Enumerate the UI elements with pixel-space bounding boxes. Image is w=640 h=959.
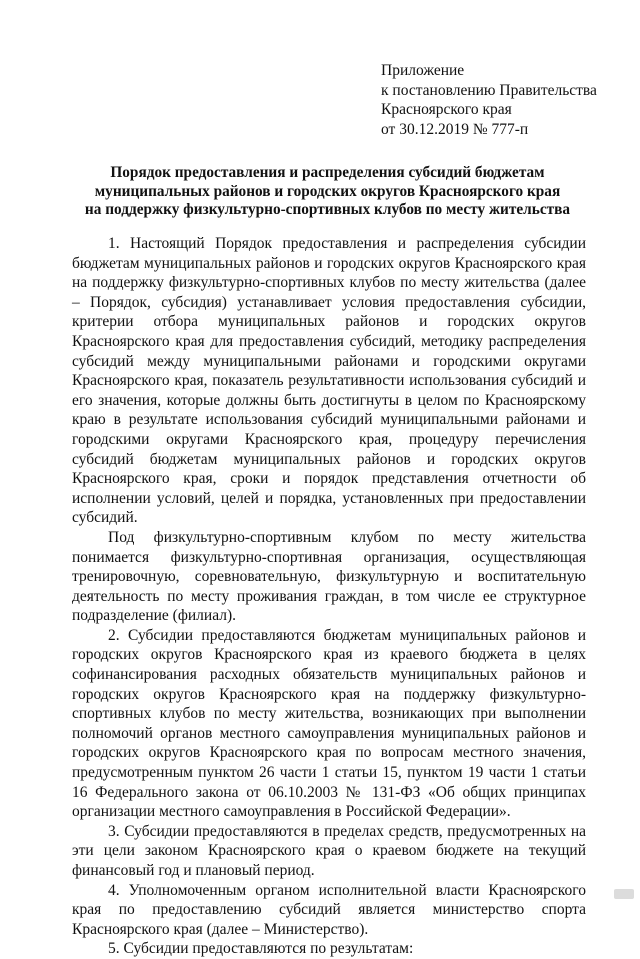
scan-artifact <box>614 889 634 899</box>
appendix-label: Приложение <box>381 62 465 79</box>
paragraph-3: 3. Субсидии предоставляются в пределах средств, предусмотренных на эти цели законом Красноярского края о краевом бюджете на текущий финансовый год и плановый период. <box>72 822 586 879</box>
appendix-region: Красноярского края <box>381 101 512 118</box>
paragraph-2: 2. Субсидии предоставляются бюджетам муниципальных районов и городских округов Красноярского края из краевого бюджета в целях софинансирования расходных обязательств муниципальных районов и городских округов Красноярского края на поддержку физкультурно-спортивных клубов по месту жительства, возникающих при выполнении полномочий органов местного самоуправления муниципальных районов и городских округов Красноярского края по вопросам местного значения, предусмотренным пунктом 26 части 1 статьи 15, пунктом 19 части 1 статьи 16 Федерального закона от 06.10.2003 № 131-ФЗ «Об общих принципах организации местного самоуправления в Российской Федерации». <box>72 626 586 821</box>
appendix-date-number: от 30.12.2019 № 777-п <box>381 120 529 138</box>
appendix-block <box>381 61 597 139</box>
document-title <box>70 164 585 220</box>
paragraph-1-definition: Под физкультурно-спортивным клубом по месту жительства понимается физкультурно-спортивная организация, осуществляющая тренировочную, соревновательную, физкультурную и воспитательную деятельность по месту проживания граждан, в том числе ее структурное подразделение (филиал). <box>72 528 586 625</box>
title-line-2: муниципальных районов и городских округов Красноярского края <box>94 182 561 200</box>
title-line-1: Порядок предоставления и распределения субсидий бюджетам <box>110 164 545 181</box>
document-body <box>72 234 586 959</box>
title-line-3: на поддержку физкультурно-спортивных клубов по месту жительства <box>84 201 571 219</box>
appendix-resolution-ref: к постановлению Правительства <box>381 81 597 99</box>
paragraph-5: 5. Субсидии предоставляются по результатам: <box>108 940 414 958</box>
paragraph-1: 1. Настоящий Порядок предоставления и распределения субсидии бюджетам муниципальных районов и городских округов Красноярского края на поддержку физкультурно-спортивных клубов по месту жительства (далее – Порядок, субсидия) устанавливает условия предоставления субсидии, критерии отбора муниципальных районов и городских округов Красноярского края для предоставления субсидий, методику распределения субсидий между муниципальными районами и городскими округами Красноярского края, показатель результативности использования субсидий и его значения, которые должны быть достигнуты в целом по Красноярскому краю в результате использования субсидий муниципальными районами и городскими округами Красноярского края, процедуру перечисления субсидий бюджетам муниципальных районов и городских округов Красноярского края, сроки и порядок представления отчетности об исполнении условий, целей и порядка, установленных при предоставлении субсидий. <box>72 235 586 527</box>
paragraph-4: 4. Уполномоченным органом исполнительной власти Красноярского края по предоставлению субсидий является министерство спорта Красноярского края (далее – Министерство). <box>72 881 586 938</box>
